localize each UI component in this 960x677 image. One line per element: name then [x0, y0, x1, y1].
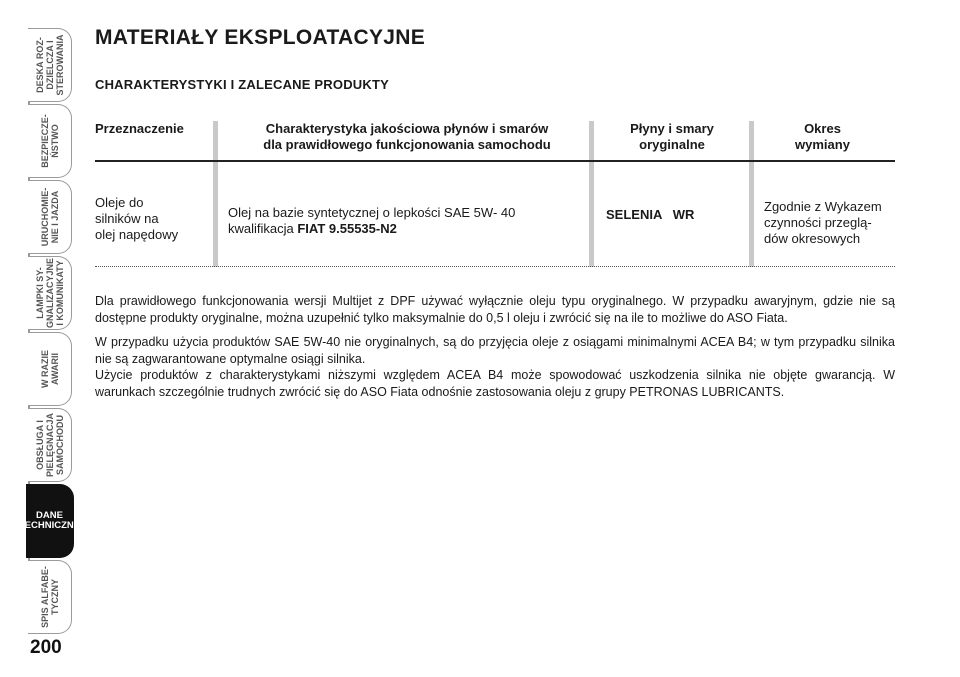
header-spec: [222, 121, 592, 153]
section-subtitle: CHARAKTERYSTYKI I ZALECANE PRODUKTY: [95, 77, 389, 92]
tab-deska-rozdzielcza[interactable]: [28, 28, 72, 102]
header-interval-line1: Okres: [804, 121, 841, 136]
tab-obsluga[interactable]: [28, 408, 72, 482]
cell-spec: [228, 205, 515, 237]
cell-purpose: [95, 195, 178, 243]
tab-label: SPIS ALFABE- TYCZNY: [39, 566, 60, 628]
header-fluids-line2: oryginalne: [639, 137, 705, 152]
tab-spis-alfabetyczny[interactable]: [28, 560, 72, 634]
tab-w-razie-awarii[interactable]: [28, 332, 72, 406]
tab-label: DESKA ROZ- DZIELCZA I STEROWANIA: [34, 34, 65, 96]
paragraph-acea: Użycie produktów z charakterystykami niższymi względem ACEA B4 może spowodować uszkodzenia silnika nie objęte gwarancją. W warunkach szczególnie trudnych zwrócić się do ASO Fiata odnośnie zastosowania oleju z grupy PETRONAS LUBRICANTS.: [95, 368, 895, 399]
header-interval: [755, 121, 890, 153]
cell-interval-line1: Zgodnie z Wykazem: [764, 199, 882, 214]
tab-lampki[interactable]: [28, 256, 72, 330]
cell-interval-line3: dów okresowych: [764, 231, 861, 246]
cell-spec-line2: [228, 221, 515, 237]
header-purpose: Przeznaczenie: [95, 121, 184, 136]
tab-label: BEZPIECZE- ŃSTWO: [39, 114, 60, 168]
column-separator: [749, 121, 754, 267]
header-fluids-line1: Płyny i smary: [630, 121, 714, 136]
header-fluids: [598, 121, 746, 153]
tab-dane-techniczne[interactable]: [18, 484, 81, 558]
tab-label: W RAZIE AWARII: [39, 350, 60, 388]
page-number: 200: [30, 637, 62, 658]
cell-spec-prefix: kwalifikacja: [228, 221, 298, 236]
column-separator: [213, 121, 218, 267]
tab-label: LAMPKI SY- GNALIZACYJNE I KOMUNIKATY: [34, 257, 65, 329]
cell-purpose-line2: silników na: [95, 211, 159, 226]
cell-interval: [764, 199, 882, 247]
paragraph-dpf: Dla prawidłowego funkcjonowania wersji Multijet z DPF używać wyłącznie oleju typu oryginalnego. W przypadku awaryjnym, gdzie nie są dostępne produkty oryginalne, można uzupełnić tylko maksymalnie do 0,5 l oleju i zwrócić się na ile to możliwe do ASO Fiata.: [95, 294, 895, 325]
tab-label: DANE TECHNICZNE: [18, 510, 81, 531]
paragraph-sae: W przypadku użycia produktów SAE 5W-40 nie oryginalnych, są do przyjęcia oleje z osiągami minimalnymi ACEA B4; w tym przypadku silnika nie są zagwarantowane optymalne osiągi silnika.: [95, 335, 895, 366]
cell-purpose-line3: olej napędowy: [95, 227, 179, 242]
cell-fluid: SELENIA WR: [606, 207, 695, 222]
header-interval-line2: wymiany: [795, 137, 850, 152]
cell-spec-line1: Olej na bazie syntetycznej o lepkości SAE 5W- 40: [228, 205, 516, 220]
tab-label: OBSŁUGA I PIELĘGNACJA SAMOCHODU: [34, 412, 65, 478]
header-spec-line2: dla prawidłowego funkcjonowania samochodu: [263, 137, 551, 152]
tab-label: URUCHOMIE- NIE I JAZDA: [39, 187, 60, 247]
header-rule: [95, 160, 895, 162]
page-title: MATERIAŁY EKSPLOATACYJNE: [95, 26, 426, 49]
tab-uruchomienie[interactable]: [28, 180, 72, 254]
cell-interval-line2: czynności przeglą-: [764, 215, 872, 230]
column-separator: [589, 121, 594, 267]
table-bottom-rule: [95, 266, 895, 267]
header-spec-line1: Charakterystyka jakościowa płynów i smarów: [265, 121, 549, 136]
cell-spec-qualification: FIAT 9.55535-N2: [297, 221, 397, 236]
cell-purpose-line1: Oleje do: [95, 195, 144, 210]
tab-bezpieczenstwo[interactable]: [28, 104, 72, 178]
